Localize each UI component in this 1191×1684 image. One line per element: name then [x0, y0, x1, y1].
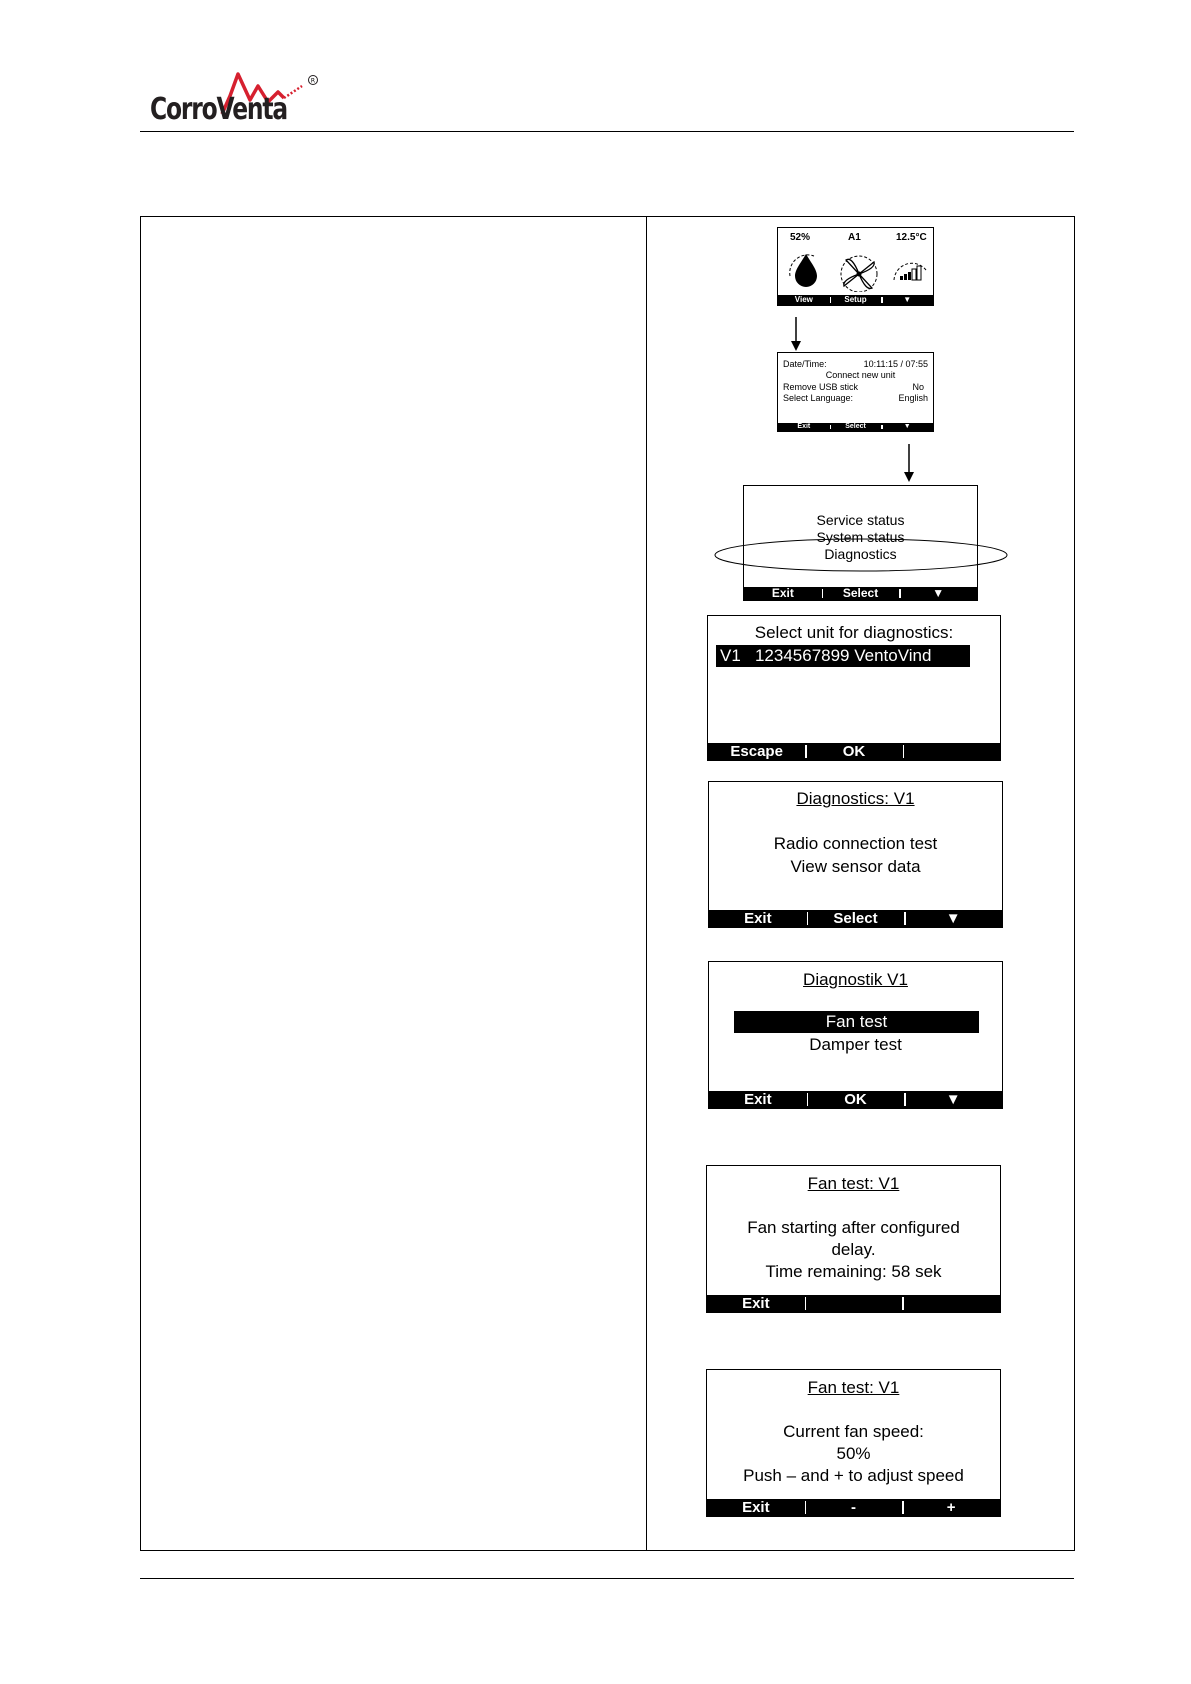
home-screen: [777, 227, 934, 306]
softkey-empty[interactable]: [805, 1295, 903, 1312]
unit-list-item[interactable]: V1 1234567899 VentoVind: [716, 645, 970, 667]
corroventa-logo: [150, 72, 320, 130]
radio-connection-test[interactable]: Radio connection test: [773, 834, 938, 853]
softkey-exit[interactable]: Exit: [771, 587, 794, 600]
fan-test-title: Fan test: V1: [807, 1378, 900, 1397]
highlight-ellipse: [713, 537, 1009, 573]
softkey-down[interactable]: ▼: [899, 587, 977, 600]
softkey-ok[interactable]: OK: [805, 743, 902, 760]
damper-test-item[interactable]: Damper test: [809, 1035, 902, 1054]
time-remaining-text: Time remaining: 58 sek: [765, 1262, 942, 1281]
column-divider: [646, 217, 647, 1550]
softkey-down[interactable]: ▼: [904, 910, 1002, 927]
view-sensor-data[interactable]: View sensor data: [790, 857, 921, 876]
softkey-exit[interactable]: Exit: [742, 1499, 770, 1516]
language-label[interactable]: Select Language:: [783, 393, 854, 403]
svg-text:R: R: [310, 77, 316, 85]
unit-value: A1: [848, 232, 861, 243]
brand-name: CorroVenta: [150, 92, 288, 127]
softkey-down[interactable]: ▼: [904, 1091, 1002, 1108]
menu-item-system-status[interactable]: System status: [816, 529, 905, 545]
softkey-select[interactable]: Select: [807, 910, 905, 927]
home-softkeys: [778, 295, 933, 305]
diagnostik-title: Diagnostik V1: [803, 970, 908, 989]
menu-softkeys: [744, 587, 977, 600]
diagnostics-title: Diagnostics: V1: [796, 789, 915, 808]
temperature-value: 12.5°C: [896, 232, 927, 243]
softkey-plus[interactable]: +: [902, 1499, 1000, 1516]
diagnostik-screen: [708, 961, 1003, 1109]
softkey-ok[interactable]: OK: [807, 1091, 905, 1108]
fan-test-speed-screen: [706, 1369, 1001, 1517]
fan-test-item[interactable]: Fan test: [734, 1011, 979, 1033]
menu-item-service-status[interactable]: Service status: [816, 512, 905, 528]
datetime-label: Date/Time:: [783, 359, 827, 369]
fan-starting-text: Fan starting after configured: [747, 1218, 960, 1237]
delay-text: delay.: [831, 1240, 876, 1259]
select-unit-softkeys: [708, 743, 1000, 760]
softkey-down[interactable]: ▼: [881, 423, 933, 431]
fan-speed-softkeys: [707, 1499, 1000, 1516]
fan-test-title: Fan test: V1: [807, 1174, 900, 1193]
softkey-select[interactable]: Select: [822, 587, 900, 600]
fan-delay-softkeys: [707, 1295, 1000, 1312]
fan-icon: [841, 256, 877, 292]
softkey-down[interactable]: ▼: [881, 295, 933, 305]
current-fan-speed-label: Current fan speed:: [783, 1422, 924, 1441]
arrow-down-icon: [786, 317, 806, 353]
setup-softkeys: [778, 423, 933, 431]
softkey-exit[interactable]: Exit: [742, 1295, 770, 1312]
usb-label[interactable]: Remove USB stick: [783, 382, 859, 392]
menu-item-diagnostics[interactable]: Diagnostics: [824, 546, 897, 562]
select-unit-screen: [707, 615, 1001, 761]
softkey-exit[interactable]: Exit: [744, 1091, 772, 1108]
adjust-speed-hint: Push – and + to adjust speed: [743, 1466, 964, 1485]
setup-screen: [777, 352, 934, 432]
softkey-empty[interactable]: [903, 743, 1000, 760]
signal-icon: [894, 263, 926, 280]
fan-test-delay-screen: [706, 1165, 1001, 1313]
footer-rule: [140, 1578, 1074, 1579]
softkey-select[interactable]: Select: [830, 423, 882, 431]
diagnostik-softkeys: [709, 1091, 1002, 1108]
select-unit-title: Select unit for diagnostics:: [754, 623, 954, 642]
softkey-view[interactable]: View: [794, 295, 813, 304]
arrow-down-icon: [899, 444, 919, 484]
humidity-drop-icon: [790, 254, 817, 287]
content-table: [140, 216, 1075, 1551]
diagnostics-screen: [708, 781, 1003, 928]
connect-new-unit[interactable]: Connect new unit: [825, 370, 896, 380]
humidity-value: 52%: [790, 232, 811, 243]
softkey-exit[interactable]: Exit: [744, 910, 772, 927]
softkey-escape[interactable]: Escape: [730, 743, 783, 760]
diagnostics-softkeys: [709, 910, 1002, 927]
softkey-minus[interactable]: -: [805, 1499, 903, 1516]
language-value: English: [898, 393, 928, 403]
softkey-setup[interactable]: Setup: [830, 295, 882, 305]
softkey-empty[interactable]: [902, 1295, 1000, 1312]
usb-value: No: [912, 382, 924, 392]
fan-speed-value: 50%: [836, 1444, 871, 1463]
datetime-value: 10:11:15 / 07:55: [863, 359, 928, 369]
softkey-exit[interactable]: Exit: [797, 423, 811, 430]
header-rule: [140, 131, 1074, 132]
